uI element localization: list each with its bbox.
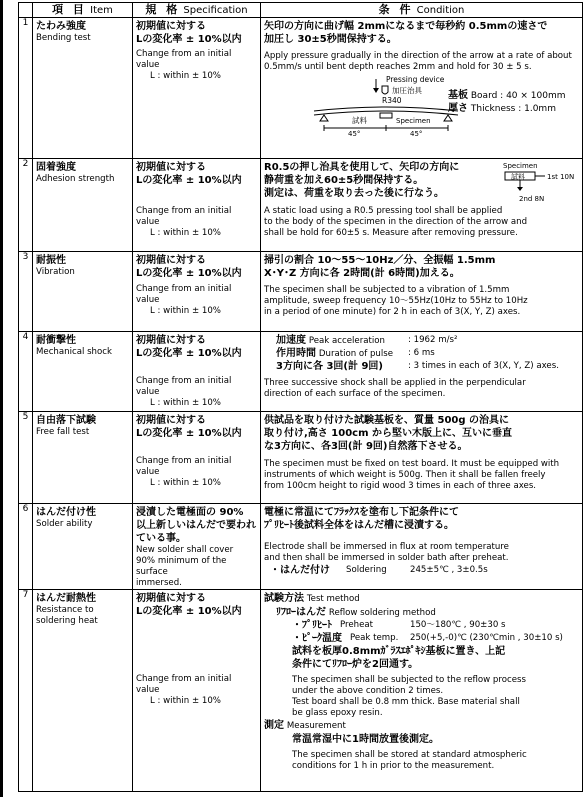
item-en: Resistance to — [36, 605, 94, 615]
method-jp: 試験方法 — [264, 593, 304, 604]
spec-jp: Lの変化率 ± 10%以内 — [136, 175, 242, 186]
item-cell — [33, 159, 133, 252]
spec-jp: Lの変化率 ± 10%以内 — [136, 606, 242, 617]
cond-jp: な3方向に、各3回(計 9回)自然落下させる。 — [264, 441, 468, 452]
duration-en: Duration of pulse — [318, 349, 394, 359]
spec-cell — [133, 332, 261, 412]
header-item: 項 目 Item — [33, 3, 133, 18]
measurement-cond-en: conditions for 1 h in prior to the measurement. — [292, 760, 495, 771]
item-en: Mechanical shock — [36, 347, 112, 357]
cond-jp: 取り付け,高さ 100cm から堅い木版上に、互いに垂直 — [264, 428, 512, 439]
radius-label: R340 — [382, 96, 402, 105]
row-number: 3 — [19, 252, 33, 332]
spec-jp: Lの変化率 ± 10%以内 — [136, 428, 242, 439]
cond-jp: 静荷重を加え60±5秒間保持する。 — [264, 175, 424, 186]
angle-right: 45° — [410, 130, 423, 137]
cond-en: A static load using a R0.5 pressing tool shall be applied — [264, 206, 503, 216]
spec-jp: Lの変化率 ± 10%以内 — [136, 268, 242, 279]
row-number: 4 — [19, 332, 33, 412]
cond-en: be glass epoxy resin. — [292, 708, 383, 718]
item-cell — [33, 590, 133, 792]
row-number: 1 — [19, 18, 33, 159]
cond-en: from 100cm height to rigid wood 3 times in each of three axes. — [264, 481, 537, 491]
item-en: Bending test — [36, 33, 91, 43]
direction-value: : 3 times in each of 3(X, Y, Z) axes. — [408, 361, 559, 371]
item-jp: はんだ付け性 — [36, 507, 96, 518]
preheat-jp: ・ﾌﾟﾘﾋｰﾄ — [292, 620, 332, 631]
spec-en: Change from an initial value — [136, 456, 232, 477]
spec-en: immersed. — [136, 578, 182, 588]
spec-en: Change from an initial value — [136, 674, 232, 695]
cond-en: Apply pressure gradually in the direction of the arrow at a rate of about — [264, 51, 572, 61]
cond-jp: 供試品を取り付けた試験基板を、質量 500g の治具に — [264, 415, 509, 426]
header-condition: 条 件 Condition — [261, 3, 583, 18]
peak-value: 250(+5,-0)℃ (230℃min , 30±10 s) — [410, 633, 563, 643]
angle-left: 45° — [348, 130, 361, 137]
item-jp: 自由落下試験 — [36, 415, 96, 426]
cond-jp: 測定は、荷重を取り去った後に行なう。 — [264, 188, 444, 199]
item-jp: 耐衝撃性 — [36, 335, 76, 346]
reflow-jp: ﾘﾌﾛｰはんだ — [276, 606, 326, 618]
condition-cell — [261, 252, 583, 332]
cond-en: shall be hold for 60±5 s. Measure after removing pressure. — [264, 228, 518, 238]
cond-en: Test board shall be 0.8 mm thick. Base material shall — [292, 697, 520, 707]
method-en: Test method — [306, 594, 360, 604]
cond-en: in a period of one minute) for 2 h in each of 3(X, Y, Z) axes. — [264, 307, 521, 317]
solder-jp: ・はんだ付け — [270, 565, 330, 576]
spec-jp: 初期値に対する — [136, 415, 206, 426]
spec-cell — [133, 18, 261, 159]
specimen-label: Specimen — [396, 117, 431, 125]
item-en: Vibration — [36, 267, 75, 277]
solder-en: Soldering — [346, 565, 387, 575]
cond-en: The specimen shall be subjected to the reflow process — [292, 675, 526, 685]
sample-label: 試料 — [511, 173, 525, 181]
spec-en: L : within ± 10% — [150, 478, 221, 488]
cond-jp: 矢印の方向に曲げ幅 2mmになるまで毎秒約 0.5mmの速さで — [264, 21, 548, 32]
spec-jp: 初期値に対する — [136, 593, 206, 604]
spec-en: L : within ± 10% — [150, 398, 221, 408]
item-cell — [33, 252, 133, 332]
spec-en: New solder shall cover — [136, 545, 234, 555]
cond-en: The specimen shall be subjected to a vibration of 1.5mm — [264, 285, 510, 295]
item-en: soldering heat — [36, 616, 98, 626]
table-row — [19, 590, 583, 792]
item-en: Free fall test — [36, 427, 90, 437]
table-row — [19, 252, 583, 332]
reflow-en: Reflow soldering method — [328, 607, 436, 618]
row-number: 2 — [19, 159, 33, 252]
spec-en: L : within ± 10% — [150, 71, 221, 81]
spec-en: Change from an initial value — [136, 376, 232, 397]
spec-en: L : within ± 10% — [150, 696, 221, 706]
row-number: 7 — [19, 590, 33, 792]
cond-jp: ﾌﾟﾘﾋｰﾄ後試料全体をはんだ槽に浸漬する。 — [264, 520, 454, 531]
accel-value: : 1962 m/s² — [408, 335, 458, 345]
spec-jp: 以上新しいはんだで要われている事。 — [136, 520, 256, 544]
spec-jp: 初期値に対する — [136, 162, 206, 173]
cond-en: 0.5mm/s until bent depth reaches 2mm and hold for 30 ± 5 s. — [264, 62, 532, 72]
measurement-cond-en: The specimen shall be stored at standard atmospheric — [292, 749, 527, 760]
cond-en: The specimen must be fixed on test board. It must be equipped with — [264, 459, 560, 469]
spec-en: Change from an initial value — [136, 206, 232, 227]
spec-en: 90% minimum of the surface — [136, 556, 227, 577]
measurement-cond-jp: 常温常湿中に1時間放置後測定。 — [292, 733, 439, 745]
peak-en: Peak temp. — [350, 633, 399, 643]
item-cell — [33, 504, 133, 590]
duration-jp: 作用時間 — [276, 348, 316, 359]
accel-jp: 加速度 — [276, 335, 306, 346]
solder-value: 245±5℃ , 3±0.5s — [410, 565, 488, 575]
spec-jp: 初期値に対する — [136, 335, 206, 346]
condition-cell — [261, 18, 583, 159]
cond-jp: 電極に常温にてﾌﾗｯｸｽを塗布し下記条件にて — [264, 507, 459, 518]
condition-cell — [261, 159, 583, 252]
table-row — [19, 412, 583, 504]
thickness-value: Thickness : 1.0mm — [470, 104, 556, 114]
spec-jp: 初期値に対する — [136, 21, 206, 32]
condition-cell — [261, 590, 583, 792]
first-load-label: 1st 10N — [547, 173, 575, 181]
spec-jp: 浸漬した電極面の 90% — [136, 507, 244, 518]
spec-cell — [133, 590, 261, 792]
item-jp: たわみ強度 — [36, 21, 86, 32]
spec-cell — [133, 504, 261, 590]
specimen-label: Specimen — [503, 162, 538, 170]
sample-label: 試料 — [352, 116, 367, 125]
preheat-en: Preheat — [340, 620, 374, 630]
measurement-jp: 測定 — [264, 720, 284, 731]
left-margin-bar — [0, 0, 3, 797]
item-cell — [33, 18, 133, 159]
spec-jp: 初期値に対する — [136, 255, 206, 266]
direction-jp: 3方向に各 3回(計 9回) — [276, 361, 383, 372]
pressing-device-label: Pressing device — [386, 75, 445, 84]
item-cell — [33, 412, 133, 504]
duration-value: : 6 ms — [408, 348, 435, 358]
accel-en: Peak acceleration — [308, 336, 385, 346]
item-jp: 固着強度 — [36, 162, 76, 173]
condition-cell — [261, 332, 583, 412]
spec-en: Change from an initial value — [136, 49, 232, 70]
spec-jp: Lの変化率 ± 10%以内 — [136, 34, 242, 45]
header-row — [19, 3, 583, 18]
item-jp: 耐振性 — [36, 255, 66, 266]
item-cell — [33, 332, 133, 412]
board-value: Board : 40 × 100mm — [470, 91, 566, 101]
condition-cell — [261, 504, 583, 590]
board-label: 基板 — [448, 90, 468, 101]
spec-en: L : within ± 10% — [150, 306, 221, 316]
cond-en: Three successive shock shall be applied in the perpendicular — [264, 378, 526, 388]
cond-jp: X･Y･Z 方向に各 2時間(計 6時間)加える。 — [264, 268, 460, 279]
cond-en: instruments of which weight is 500g. Then it shall be fallen freely — [264, 470, 546, 480]
header-spec: 規 格 Specification — [133, 3, 261, 18]
item-en: Solder ability — [36, 519, 93, 529]
table-row — [19, 159, 583, 252]
cond-en: to the body of the specimen in the direction of the arrow and — [264, 217, 528, 227]
measurement-en: Measurement — [286, 721, 346, 731]
spec-cell — [133, 252, 261, 332]
item-en: Adhesion strength — [36, 174, 115, 184]
spec-cell — [133, 159, 261, 252]
cond-en: direction of each surface of the specimen. — [264, 389, 446, 399]
cond-jp: R0.5の押し治具を使用して、矢印の方向に — [264, 162, 460, 173]
table-row — [19, 18, 583, 159]
adhesion-diagram — [501, 159, 581, 205]
row-number: 5 — [19, 412, 33, 504]
cond-en: Electrode shall be immersed in flux at room temperature — [264, 542, 509, 552]
spec-cell — [133, 412, 261, 504]
board-info — [448, 89, 566, 115]
cond-en: amplitude, sweep frequency 10～55Hz(10Hz to 55Hz to 10Hz — [264, 296, 528, 306]
spec-en: L : within ± 10% — [150, 228, 221, 238]
table-row — [19, 504, 583, 590]
pressing-jig-label: 加圧治具 — [392, 86, 422, 95]
thickness-label: 厚さ — [448, 103, 468, 114]
row-number: 6 — [19, 504, 33, 590]
cond-jp: 加圧し 30±5秒間保持する。 — [264, 34, 397, 45]
spec-en: Change from an initial value — [136, 284, 232, 305]
cond-jp: 掃引の割合 10～55～10Hz／分、全振幅 1.5mm — [264, 255, 496, 266]
preheat-value: 150～180℃ , 90±30 s — [410, 620, 506, 630]
spec-jp: Lの変化率 ± 10%以内 — [136, 348, 242, 359]
condition-cell — [261, 412, 583, 504]
cond-en: under the above condition 2 times. — [292, 686, 444, 696]
cond-jp: 条件にてﾘﾌﾛｰ炉を2回通す。 — [292, 659, 419, 670]
cond-en: and then shall be immersed in solder bath after preheat. — [264, 553, 509, 563]
header-blank — [19, 3, 33, 18]
reliability-table — [18, 2, 583, 792]
second-load-label: 2nd 8N — [519, 195, 545, 203]
peak-jp: ・ﾋﾟｰｸ温度 — [292, 633, 342, 644]
item-jp: はんだ耐熱性 — [36, 593, 96, 604]
table-row — [19, 332, 583, 412]
cond-jp: 試料を板厚0.8mmｶﾞﾗｽｴﾎﾟｷｼ基板に置き、上記 — [292, 646, 506, 657]
